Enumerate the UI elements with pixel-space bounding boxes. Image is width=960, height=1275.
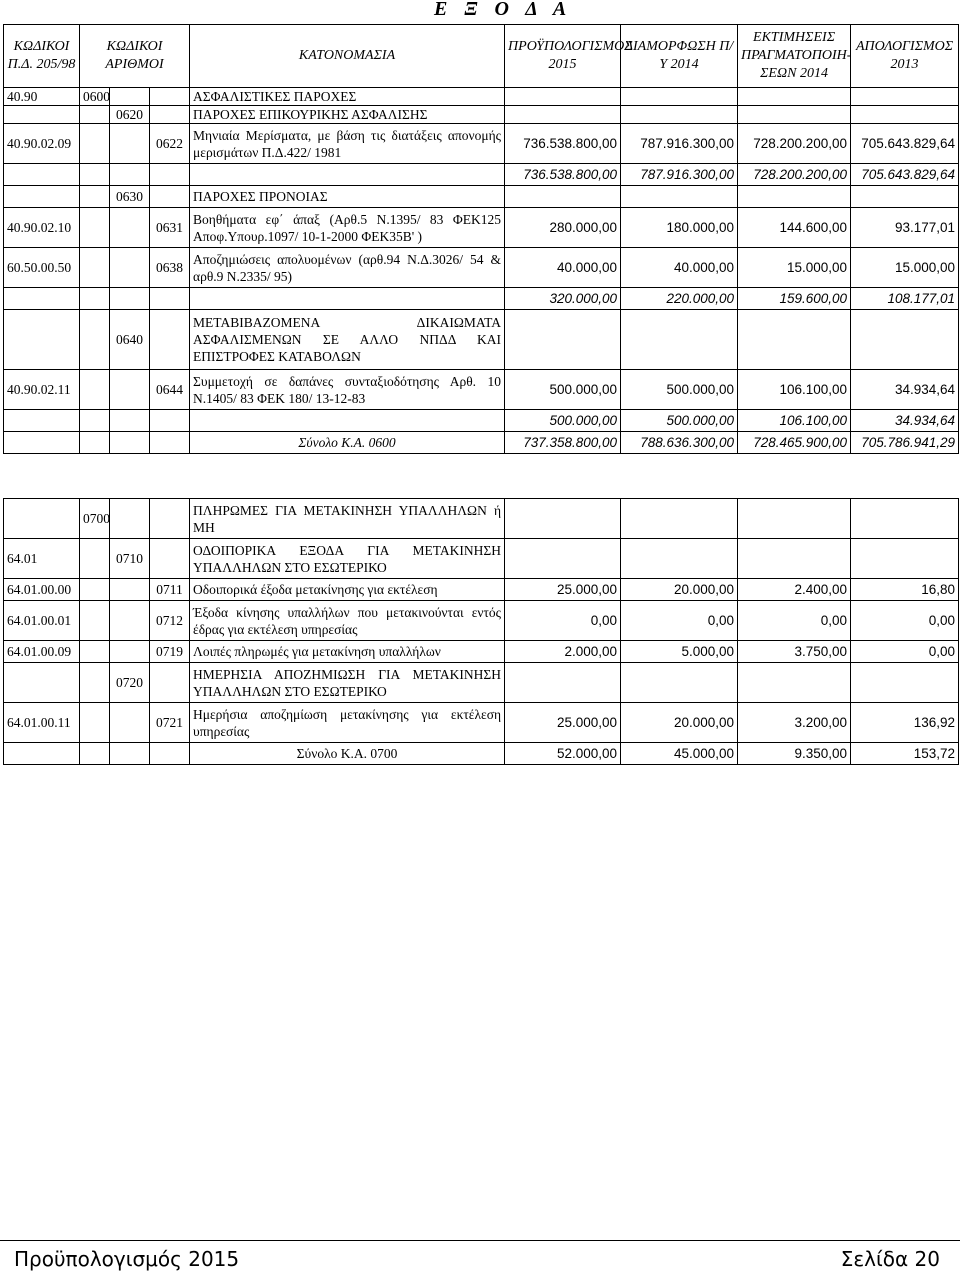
- row-code-level3: [150, 663, 190, 703]
- row-code-level1: [80, 370, 110, 410]
- table-row: [4, 124, 959, 164]
- row-code-level1: [80, 288, 110, 310]
- row-formation-2014: [621, 663, 738, 703]
- row-estimate-2014: [738, 186, 851, 208]
- row-estimate-2014: 106.100,00: [738, 410, 851, 432]
- row-estimate-2014: [738, 539, 851, 579]
- row-code-level2: [110, 743, 150, 765]
- row-code-level3: [150, 88, 190, 106]
- row-description: ΠΑΡΟΧΕΣ ΕΠΙΚΟΥΡΙΚΗΣ ΑΣΦΑΛΙΣΗΣ: [190, 106, 505, 124]
- row-budget-2015: 500.000,00: [505, 410, 621, 432]
- page-footer: [0, 1240, 960, 1275]
- row-pd-code: 40.90.02.10: [4, 208, 80, 248]
- row-estimate-2014: [738, 499, 851, 539]
- row-code-level2: [110, 248, 150, 288]
- row-code-level3: [150, 186, 190, 208]
- row-code-level2: [110, 641, 150, 663]
- row-code-level3: 0631: [150, 208, 190, 248]
- row-budget-2015: 736.538.800,00: [505, 164, 621, 186]
- row-code-level3: [150, 106, 190, 124]
- row-description: Ημερήσια αποζημίωση μετακίνησης για εκτέλεση υπηρεσίας: [190, 703, 505, 743]
- row-pd-code: 64.01.00.09: [4, 641, 80, 663]
- row-estimate-2014: 728.200.200,00: [738, 164, 851, 186]
- row-pd-code: 40.90.02.09: [4, 124, 80, 164]
- row-code-level2: [110, 288, 150, 310]
- row-estimate-2014: [738, 88, 851, 106]
- budget-table: [3, 24, 959, 765]
- row-estimate-2014: 106.100,00: [738, 370, 851, 410]
- row-estimate-2014: 15.000,00: [738, 248, 851, 288]
- row-pd-code: 64.01.00.00: [4, 579, 80, 601]
- row-budget-2015: 25.000,00: [505, 579, 621, 601]
- row-budget-2015: 736.538.800,00: [505, 124, 621, 164]
- row-code-level3: [150, 539, 190, 579]
- row-description: ΠΛΗΡΩΜΕΣ ΓΙΑ ΜΕΤΑΚΙΝΗΣΗ ΥΠΑΛΛΗΛΩΝ ή ΜΗ: [190, 499, 505, 539]
- row-budget-2015: [505, 106, 621, 124]
- row-description: Μηνιαία Μερίσματα, με βάση τις διατάξεις απονομής μερισμάτων Π.Δ.422/ 1981: [190, 124, 505, 164]
- row-actual-2013: [851, 539, 959, 579]
- row-code-level1: [80, 164, 110, 186]
- row-estimate-2014: 2.400,00: [738, 579, 851, 601]
- row-code-level2: [110, 499, 150, 539]
- table-row: [4, 579, 959, 601]
- row-code-level2: 0620: [110, 106, 150, 124]
- table-row: [4, 186, 959, 208]
- row-code-level1: [80, 208, 110, 248]
- row-actual-2013: 705.643.829,64: [851, 164, 959, 186]
- row-estimate-2014: [738, 663, 851, 703]
- row-code-level2: [110, 454, 150, 499]
- row-actual-2013: [851, 106, 959, 124]
- row-code-level1: 0700: [80, 499, 110, 539]
- row-formation-2014: [621, 539, 738, 579]
- row-estimate-2014: 144.600,00: [738, 208, 851, 248]
- row-pd-code: [4, 310, 80, 370]
- row-description: ΑΣΦΑΛΙΣΤΙΚΕΣ ΠΑΡΟΧΕΣ: [190, 88, 505, 106]
- row-budget-2015: [505, 310, 621, 370]
- row-pd-code: [4, 432, 80, 454]
- row-pd-code: 40.90.02.11: [4, 370, 80, 410]
- header-ektimiseis: ΕΚΤΙΜΗΣΕΙΣ ΠΡΑΓΜΑΤΟΠΟΙΗ-ΣΕΩΝ 2014: [738, 25, 851, 88]
- footer-budget-label: Προϋπολογισμός 2015: [14, 1247, 240, 1271]
- row-code-level3: [150, 499, 190, 539]
- row-code-level3: 0721: [150, 703, 190, 743]
- row-budget-2015: 320.000,00: [505, 288, 621, 310]
- header-row: [4, 25, 959, 88]
- row-actual-2013: 34.934,64: [851, 370, 959, 410]
- table-row: [4, 743, 959, 765]
- row-code-level1: [80, 432, 110, 454]
- row-actual-2013: [851, 88, 959, 106]
- row-pd-code: [4, 288, 80, 310]
- row-code-level1: [80, 124, 110, 164]
- row-actual-2013: 93.177,01: [851, 208, 959, 248]
- row-description: Σύνολο Κ.Α. 0700: [190, 743, 505, 765]
- row-code-level3: 0719: [150, 641, 190, 663]
- row-actual-2013: [851, 454, 959, 499]
- row-formation-2014: [621, 499, 738, 539]
- row-actual-2013: [851, 186, 959, 208]
- table-row: [4, 641, 959, 663]
- table-row: [4, 539, 959, 579]
- row-budget-2015: 2.000,00: [505, 641, 621, 663]
- row-pd-code: [4, 410, 80, 432]
- row-actual-2013: 15.000,00: [851, 248, 959, 288]
- table-row: [4, 106, 959, 124]
- row-code-level1: [80, 641, 110, 663]
- row-formation-2014: 0,00: [621, 601, 738, 641]
- row-description: [190, 410, 505, 432]
- row-pd-code: 64.01: [4, 539, 80, 579]
- row-pd-code: [4, 106, 80, 124]
- table-row: [4, 288, 959, 310]
- header-kodikoi-pd: ΚΩΔΙΚΟΙ Π.Δ. 205/98: [4, 25, 80, 88]
- row-estimate-2014: 728.465.900,00: [738, 432, 851, 454]
- row-code-level3: 0638: [150, 248, 190, 288]
- table-row: [4, 410, 959, 432]
- row-code-level2: 0720: [110, 663, 150, 703]
- row-description: [190, 454, 505, 499]
- row-description: Σύνολο Κ.Α. 0600: [190, 432, 505, 454]
- row-budget-2015: 0,00: [505, 601, 621, 641]
- row-code-level2: [110, 124, 150, 164]
- header-apologismos: ΑΠΟΛΟΓΙΣΜΟΣ 2013: [851, 25, 959, 88]
- row-formation-2014: 40.000,00: [621, 248, 738, 288]
- row-code-level3: [150, 164, 190, 186]
- row-actual-2013: 16,80: [851, 579, 959, 601]
- row-formation-2014: 788.636.300,00: [621, 432, 738, 454]
- row-description: Έξοδα κίνησης υπαλλήλων που μετακινούνται εντός έδρας για εκτέλεση υπηρεσίας: [190, 601, 505, 641]
- row-budget-2015: 40.000,00: [505, 248, 621, 288]
- row-estimate-2014: 0,00: [738, 601, 851, 641]
- row-actual-2013: 136,92: [851, 703, 959, 743]
- row-code-level1: [80, 601, 110, 641]
- row-estimate-2014: [738, 454, 851, 499]
- row-budget-2015: [505, 539, 621, 579]
- row-actual-2013: 705.786.941,29: [851, 432, 959, 454]
- table-row: [4, 370, 959, 410]
- row-code-level3: 0712: [150, 601, 190, 641]
- row-formation-2014: 180.000,00: [621, 208, 738, 248]
- row-code-level1: [80, 743, 110, 765]
- row-description: Συμμετοχή σε δαπάνες συνταξιοδότησης Αρθ. 10 Ν.1405/ 83 ΦΕΚ 180/ 13-12-83: [190, 370, 505, 410]
- row-code-level1: [80, 106, 110, 124]
- header-diamorfosi: ΔΙΑΜΟΡΦΩΣΗ Π/Υ 2014: [621, 25, 738, 88]
- row-formation-2014: [621, 454, 738, 499]
- row-code-level3: [150, 743, 190, 765]
- row-code-level2: [110, 208, 150, 248]
- row-code-level1: [80, 248, 110, 288]
- row-formation-2014: 20.000,00: [621, 703, 738, 743]
- row-formation-2014: 45.000,00: [621, 743, 738, 765]
- row-estimate-2014: 728.200.200,00: [738, 124, 851, 164]
- row-description: Αποζημιώσεις απολυομένων (αρθ.94 Ν.Δ.3026/ 54 & αρθ.9 Ν.2335/ 95): [190, 248, 505, 288]
- row-pd-code: [4, 663, 80, 703]
- row-budget-2015: 52.000,00: [505, 743, 621, 765]
- row-formation-2014: [621, 186, 738, 208]
- row-pd-code: 64.01.00.01: [4, 601, 80, 641]
- row-formation-2014: 500.000,00: [621, 370, 738, 410]
- row-code-level1: [80, 663, 110, 703]
- row-budget-2015: [505, 186, 621, 208]
- row-pd-code: [4, 454, 80, 499]
- row-description: Βοηθήματα εφ΄ άπαξ (Αρθ.5 Ν.1395/ 83 ΦΕΚ125 Αποφ.Υπουρ.1097/ 10-1-2000 ΦΕΚ35Β' ): [190, 208, 505, 248]
- row-pd-code: 40.90: [4, 88, 80, 106]
- row-code-level3: 0711: [150, 579, 190, 601]
- row-formation-2014: 500.000,00: [621, 410, 738, 432]
- row-code-level1: [80, 539, 110, 579]
- row-code-level2: [110, 601, 150, 641]
- row-formation-2014: 220.000,00: [621, 288, 738, 310]
- row-formation-2014: [621, 106, 738, 124]
- row-estimate-2014: 3.750,00: [738, 641, 851, 663]
- row-code-level3: [150, 310, 190, 370]
- row-budget-2015: 280.000,00: [505, 208, 621, 248]
- row-formation-2014: 787.916.300,00: [621, 164, 738, 186]
- row-description: Οδοιπορικά έξοδα μετακίνησης για εκτέλεση: [190, 579, 505, 601]
- row-actual-2013: 705.643.829,64: [851, 124, 959, 164]
- table-row: [4, 454, 959, 499]
- row-budget-2015: 25.000,00: [505, 703, 621, 743]
- row-code-level2: [110, 88, 150, 106]
- table-row: [4, 432, 959, 454]
- row-description: ΗΜΕΡΗΣΙΑ ΑΠΟΖΗΜΙΩΣΗ ΓΙΑ ΜΕΤΑΚΙΝΗΣΗ ΥΠΑΛΛΗΛΩΝ ΣΤΟ ΕΣΩΤΕΡΙΚΟ: [190, 663, 505, 703]
- footer-page-number: Σελίδα 20: [840, 1247, 940, 1271]
- row-pd-code: [4, 743, 80, 765]
- row-pd-code: [4, 164, 80, 186]
- row-actual-2013: 153,72: [851, 743, 959, 765]
- row-budget-2015: [505, 663, 621, 703]
- row-description: ΜΕΤΑΒΙΒΑΖΟΜΕΝΑ ΔΙΚΑΙΩΜΑΤΑ ΑΣΦΑΛΙΣΜΕΝΩΝ ΣΕ ΑΛΛΟ ΝΠΔΔ ΚΑΙ ΕΠΙΣΤΡΟΦΕΣ ΚΑΤΑΒΟΛΩΝ: [190, 310, 505, 370]
- row-code-level1: [80, 410, 110, 432]
- header-proypologismos: ΠΡΟΫΠΟΛΟΓΙΣΜΟΣ 2015: [505, 25, 621, 88]
- row-code-level2: [110, 410, 150, 432]
- table-row: [4, 88, 959, 106]
- row-formation-2014: 787.916.300,00: [621, 124, 738, 164]
- table-row: [4, 601, 959, 641]
- row-code-level2: 0640: [110, 310, 150, 370]
- row-actual-2013: 108.177,01: [851, 288, 959, 310]
- row-code-level1: [80, 703, 110, 743]
- row-code-level3: 0644: [150, 370, 190, 410]
- row-estimate-2014: [738, 106, 851, 124]
- row-budget-2015: [505, 499, 621, 539]
- row-description: ΟΔΟΙΠΟΡΙΚΑ ΕΞΟΔΑ ΓΙΑ ΜΕΤΑΚΙΝΗΣΗ ΥΠΑΛΛΗΛΩΝ ΣΤΟ ΕΣΩΤΕΡΙΚΟ: [190, 539, 505, 579]
- row-estimate-2014: [738, 310, 851, 370]
- row-actual-2013: 0,00: [851, 601, 959, 641]
- table-row: [4, 208, 959, 248]
- row-estimate-2014: 9.350,00: [738, 743, 851, 765]
- row-actual-2013: [851, 499, 959, 539]
- row-code-level3: [150, 288, 190, 310]
- row-budget-2015: 500.000,00: [505, 370, 621, 410]
- row-formation-2014: [621, 310, 738, 370]
- row-code-level3: 0622: [150, 124, 190, 164]
- row-pd-code: 64.01.00.11: [4, 703, 80, 743]
- row-description: Λοιπές πληρωμές για μετακίνηση υπαλλήλων: [190, 641, 505, 663]
- table-row: [4, 164, 959, 186]
- row-estimate-2014: 3.200,00: [738, 703, 851, 743]
- table-row: [4, 703, 959, 743]
- header-kodikoi-arithmoi: ΚΩΔΙΚΟΙ ΑΡΙΘΜΟΙ: [80, 25, 190, 88]
- row-code-level1: [80, 579, 110, 601]
- row-formation-2014: 5.000,00: [621, 641, 738, 663]
- table-row: [4, 499, 959, 539]
- row-code-level2: [110, 164, 150, 186]
- row-description: [190, 164, 505, 186]
- row-budget-2015: [505, 454, 621, 499]
- row-code-level1: [80, 310, 110, 370]
- row-formation-2014: [621, 88, 738, 106]
- row-pd-code: [4, 186, 80, 208]
- row-estimate-2014: 159.600,00: [738, 288, 851, 310]
- row-code-level1: [80, 186, 110, 208]
- row-code-level3: [150, 432, 190, 454]
- row-code-level2: 0630: [110, 186, 150, 208]
- header-katonomasia: ΚΑΤΟΝΟΜΑΣΙΑ: [190, 25, 505, 88]
- row-code-level3: [150, 410, 190, 432]
- row-formation-2014: 20.000,00: [621, 579, 738, 601]
- row-code-level2: [110, 432, 150, 454]
- row-pd-code: [4, 499, 80, 539]
- row-budget-2015: 737.358.800,00: [505, 432, 621, 454]
- row-actual-2013: 0,00: [851, 641, 959, 663]
- row-actual-2013: 34.934,64: [851, 410, 959, 432]
- row-actual-2013: [851, 663, 959, 703]
- row-pd-code: 60.50.00.50: [4, 248, 80, 288]
- row-code-level1: [80, 454, 110, 499]
- row-code-level2: 0710: [110, 539, 150, 579]
- row-code-level3: [150, 454, 190, 499]
- row-actual-2013: [851, 310, 959, 370]
- row-description: [190, 288, 505, 310]
- table-row: [4, 663, 959, 703]
- row-code-level2: [110, 370, 150, 410]
- row-budget-2015: [505, 88, 621, 106]
- table-row: [4, 310, 959, 370]
- table-row: [4, 248, 959, 288]
- row-code-level2: [110, 579, 150, 601]
- row-code-level1: 0600: [80, 88, 110, 106]
- row-code-level2: [110, 703, 150, 743]
- page-title: Ε Ξ Ο Δ Α: [434, 0, 573, 20]
- row-description: ΠΑΡΟΧΕΣ ΠΡΟΝΟΙΑΣ: [190, 186, 505, 208]
